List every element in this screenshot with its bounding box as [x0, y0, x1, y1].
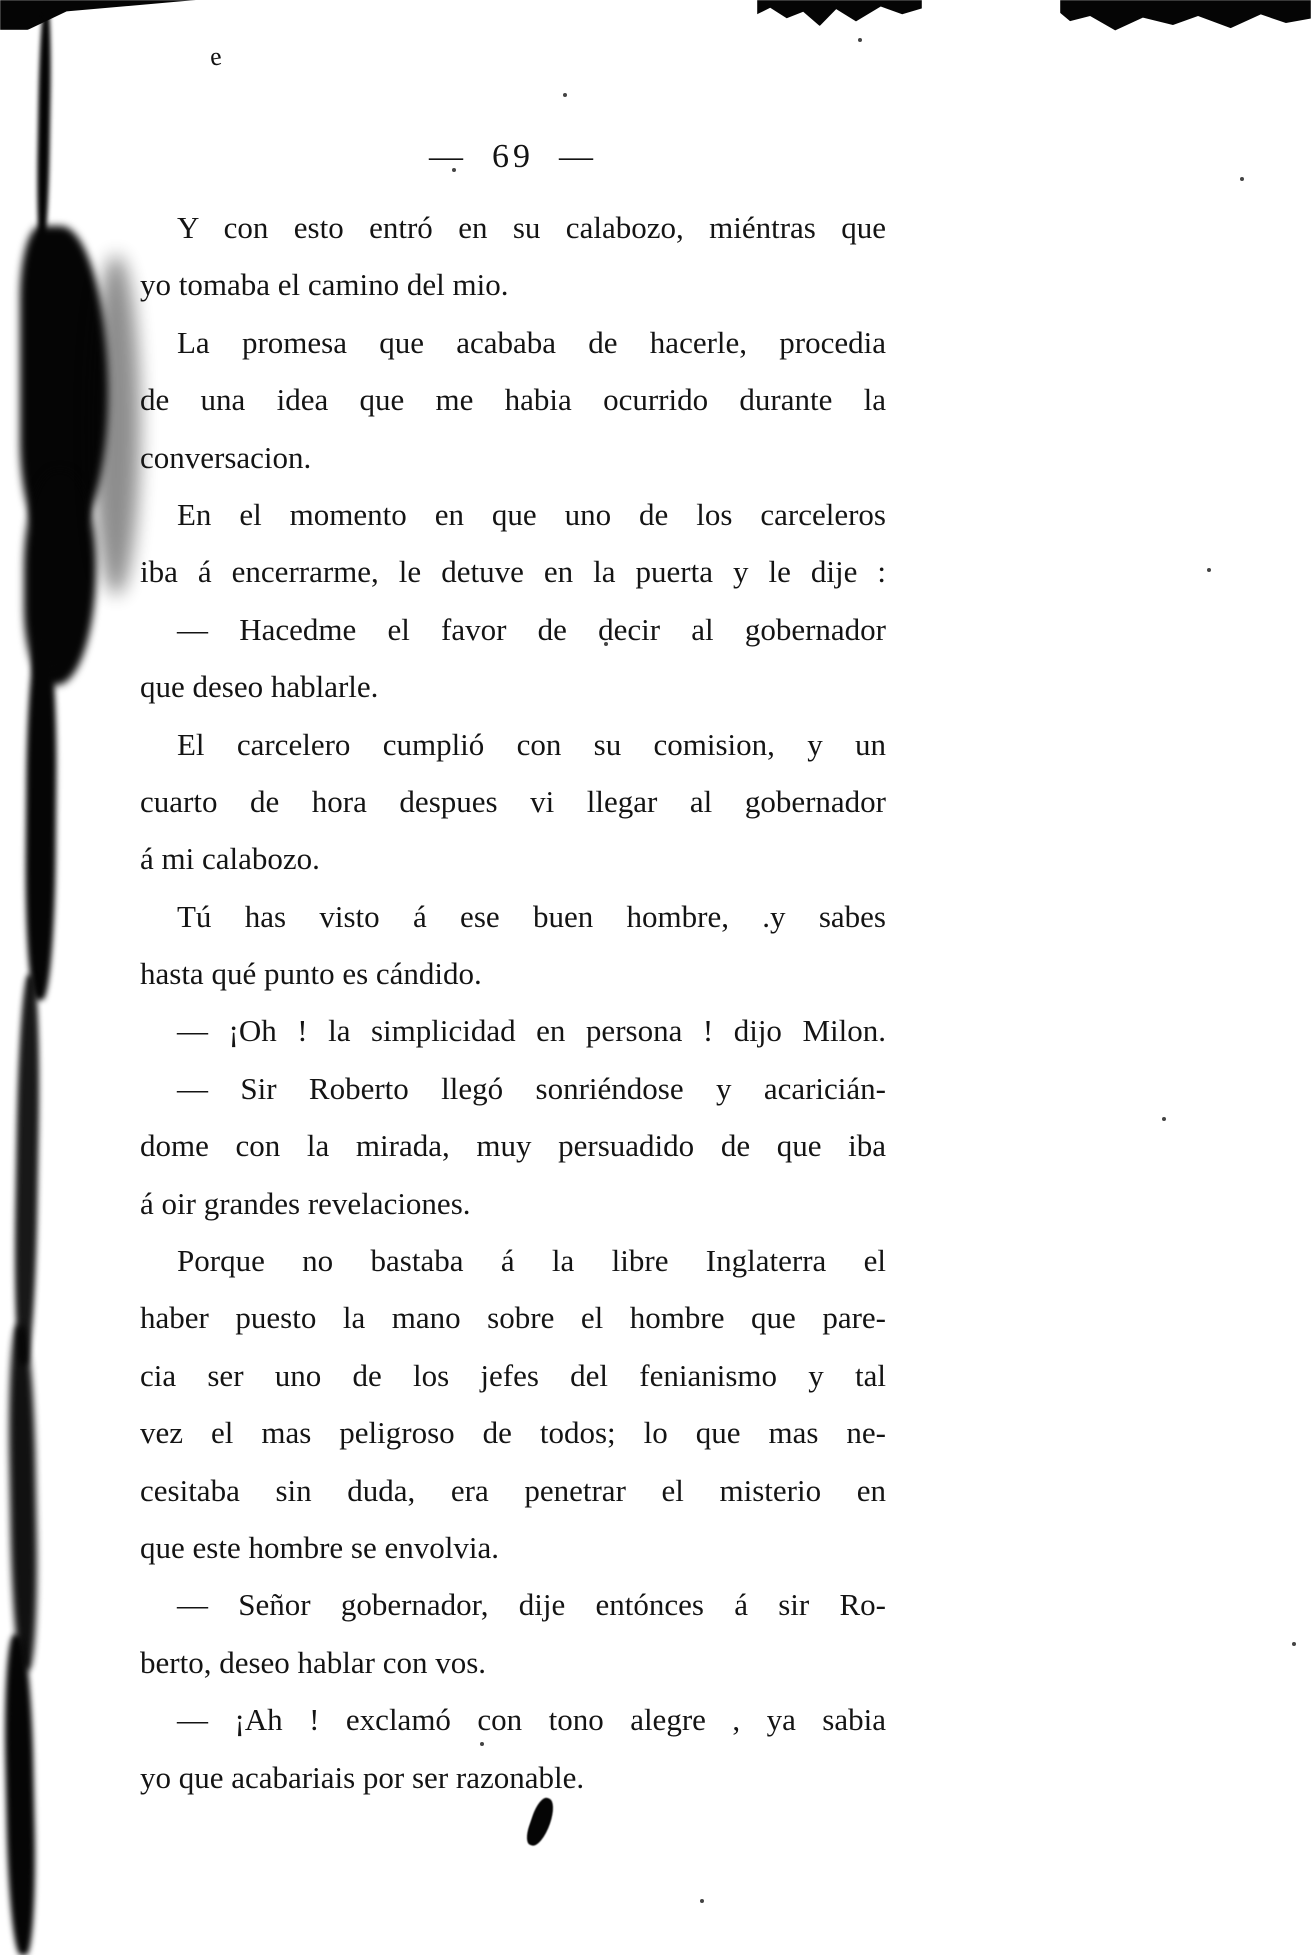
scan-top-band-left	[757, 0, 922, 26]
binding-ink-streak	[13, 975, 42, 1365]
stray-dot	[1162, 1117, 1166, 1121]
text-line: á mi calabozo.	[140, 841, 320, 877]
text-line: cia ser uno de los jefes del fenianismo y tal	[140, 1357, 886, 1393]
text-line: vez el mas peligroso de todos; lo que mas ne-	[140, 1415, 886, 1451]
text-line: Porque no bastaba á la libre Inglaterra el	[177, 1243, 886, 1279]
text-line: dome con la mirada, muy persuadido de que iba	[140, 1128, 886, 1164]
text-line: La promesa que acababa de hacerle, procedia	[177, 324, 886, 360]
stray-e-mark: e	[207, 41, 224, 72]
text-line: conversacion.	[140, 439, 312, 475]
scan-corner-smudge	[0, 0, 196, 30]
page-text-block	[140, 199, 886, 1806]
page-number: — 69 —	[429, 138, 597, 175]
text-line: hasta qué punto es cándido.	[140, 956, 482, 992]
stray-dot	[700, 1899, 704, 1903]
text-line: cesitaba sin duda, era penetrar el misterio en	[140, 1472, 886, 1508]
stray-dot	[563, 93, 567, 97]
scan-top-band-right	[1060, 0, 1311, 32]
binding-ink-streak	[3, 1635, 38, 1955]
text-line: — ¡Ah ! exclamó con tono alegre , ya sabia	[177, 1702, 886, 1738]
binding-ink-halo	[92, 255, 140, 595]
text-line: — ¡Oh ! la simplicidad en persona ! dijo Milon.	[177, 1013, 886, 1049]
text-line: El carcelero cumplió con su comision, y un	[177, 726, 886, 762]
binding-ink-streak	[7, 1325, 39, 1670]
text-line: de una idea que me habia ocurrido durante la	[140, 382, 886, 418]
text-line: yo que acabariais por ser razonable.	[140, 1759, 585, 1795]
text-line: yo tomaba el camino del mio.	[140, 267, 509, 303]
stray-dot	[1207, 568, 1211, 572]
stray-dot	[1240, 177, 1244, 181]
text-line: que este hombre se envolvia.	[140, 1529, 499, 1565]
text-line: — Sir Roberto llegó sonriéndose y acaricián-	[177, 1070, 886, 1106]
text-line: berto, deseo hablar con vos.	[140, 1644, 487, 1680]
binding-ink-streak	[24, 635, 57, 1000]
text-line: Tú has visto á ese buen hombre, .y sabes	[177, 898, 886, 934]
text-line: — Señor gobernador, dije entónces á sir Ro-	[177, 1587, 886, 1623]
text-line: En el momento en que uno de los carceleros	[177, 496, 886, 532]
stray-dot	[1292, 1642, 1296, 1646]
text-line: — Hacedme el favor de decir al gobernador	[177, 611, 886, 647]
binding-ink-streak	[36, 4, 52, 248]
text-line: Y con esto entró en su calabozo, miéntras que	[177, 210, 886, 245]
text-line: cuarto de hora despues vi llegar al gobernador	[140, 783, 886, 819]
stray-dot	[858, 38, 862, 42]
text-line: haber puesto la mano sobre el hombre que pare-	[140, 1300, 886, 1336]
text-line: que deseo hablarle.	[140, 669, 379, 705]
text-line: á oir grandes revelaciones.	[140, 1185, 471, 1221]
text-line: iba á encerrarme, le detuve en la puerta y le dije :	[140, 554, 886, 590]
